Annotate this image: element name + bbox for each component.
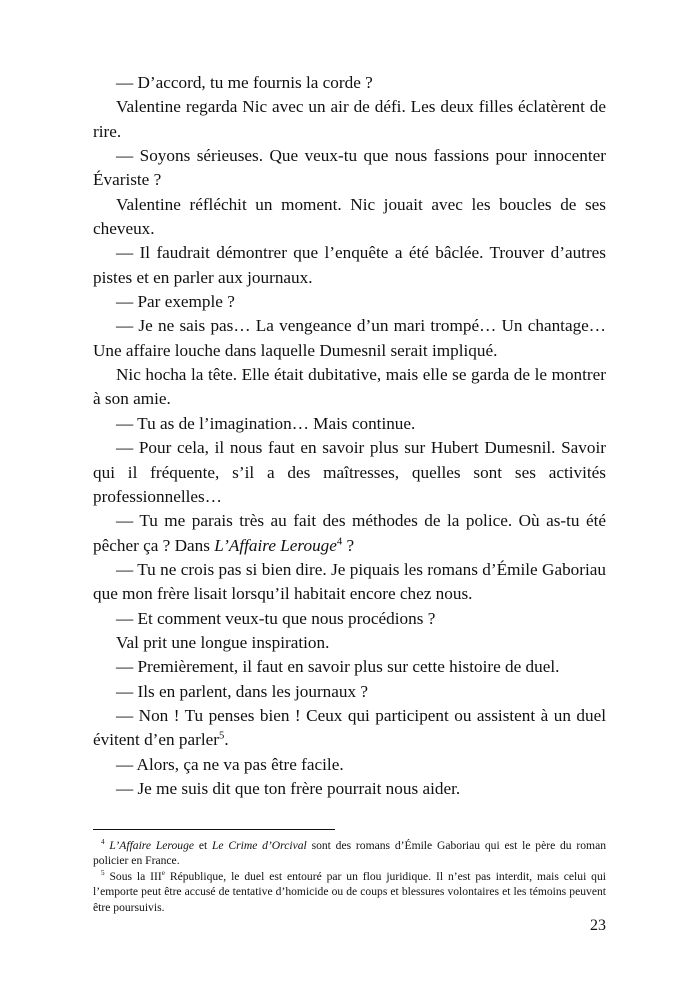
footnotes xyxy=(93,838,606,915)
paragraph: Valentine regarda Nic avec un air de défi. Les deux filles éclatèrent de rire. xyxy=(93,97,606,141)
footnote-text: Sous la III xyxy=(104,869,162,883)
page-number: 23 xyxy=(590,917,606,934)
paragraph: Nic hocha la tête. Elle était dubitative, mais elle se garda de le montrer à son amie. xyxy=(93,365,606,409)
footnote-text: République, le duel est entouré par un flou juridique. Il n’est pas interdit, mais celui qui l’emporte peut être accusé de tentative d’homicide ou de coups et blessures volontaires et les témoins peuvent être poursuivis. xyxy=(93,869,606,914)
paragraph-text: — Non ! Tu penses bien ! Ceux qui participent ou assistent à un duel évitent d’en parler xyxy=(93,705,606,750)
footnote-number: 5 xyxy=(101,868,105,877)
footnote-4 xyxy=(93,838,606,869)
footnote-text: sont des romans d’Émile Gaboriau qui est le père du roman policier en France. xyxy=(93,839,607,868)
book-title: L’Affaire Lerouge xyxy=(214,535,337,555)
footnote-number: 4 xyxy=(101,838,105,847)
paragraph: — D’accord, tu me fournis la corde ? xyxy=(116,73,373,92)
paragraph-text: — Tu me parais très au fait des méthodes de la police. Où as-tu été pêcher ça ? Dans xyxy=(93,511,606,555)
footnote-ref-5: 5 xyxy=(218,730,225,742)
ordinal-suffix: e xyxy=(161,868,165,877)
paragraph: Valentine réfléchit un moment. Nic jouait avec les boucles de ses cheveux. xyxy=(93,194,606,239)
paragraph: — Tu as de l’imagination… Mais continue. xyxy=(116,413,416,433)
paragraph: — Pour cela, il nous faut en savoir plus sur Hubert Dumesnil. Savoir qui il fréquente, s’il a des maîtresses, quelles sont ses activités professionnelles… xyxy=(93,438,606,506)
paragraph: — Soyons sérieuses. Que veux-tu que nous fassions pour innocenter Évariste ? xyxy=(93,146,606,190)
paragraph: — Par exemple ? xyxy=(116,292,235,312)
paragraph: — Ils en parlent, dans les journaux ? xyxy=(116,681,369,701)
paragraph: — Je me suis dit que ton frère pourrait nous aider. xyxy=(116,778,461,798)
paragraph: — Tu ne crois pas si bien dire. Je piquais les romans d’Émile Gaboriau que mon frère lisait lorsqu’il habitait encore chez nous. xyxy=(93,559,606,604)
page-body xyxy=(93,71,606,801)
footnote-5 xyxy=(93,869,606,915)
footnote-ref-4: 4 xyxy=(336,535,343,547)
footnote-separator xyxy=(93,829,335,830)
book-title: Le Crime d’Orcival xyxy=(211,839,307,852)
paragraph-with-footnote-5 xyxy=(93,704,606,753)
paragraph: — Et comment veux-tu que nous procédions ? xyxy=(116,608,436,628)
paragraph: — Alors, ça ne va pas être facile. xyxy=(116,754,344,774)
footnote-text: et xyxy=(194,839,212,852)
paragraph: Val prit une longue inspiration. xyxy=(116,632,330,652)
paragraph: — Premièrement, il faut en savoir plus sur cette histoire de duel. xyxy=(116,657,560,677)
paragraph: — Je ne sais pas… La vengeance d’un mari trompé… Un chantage… Une affaire louche dans laquelle Dumesnil serait impliqué. xyxy=(93,316,606,360)
book-title: L’Affaire Lerouge xyxy=(109,839,195,852)
paragraph-text: . xyxy=(224,730,229,750)
paragraph-with-footnote-4 xyxy=(93,509,606,558)
paragraph-text: ? xyxy=(342,535,355,555)
paragraph: — Il faudrait démontrer que l’enquête a été bâclée. Trouver d’autres pistes et en parler aux journaux. xyxy=(93,243,606,287)
